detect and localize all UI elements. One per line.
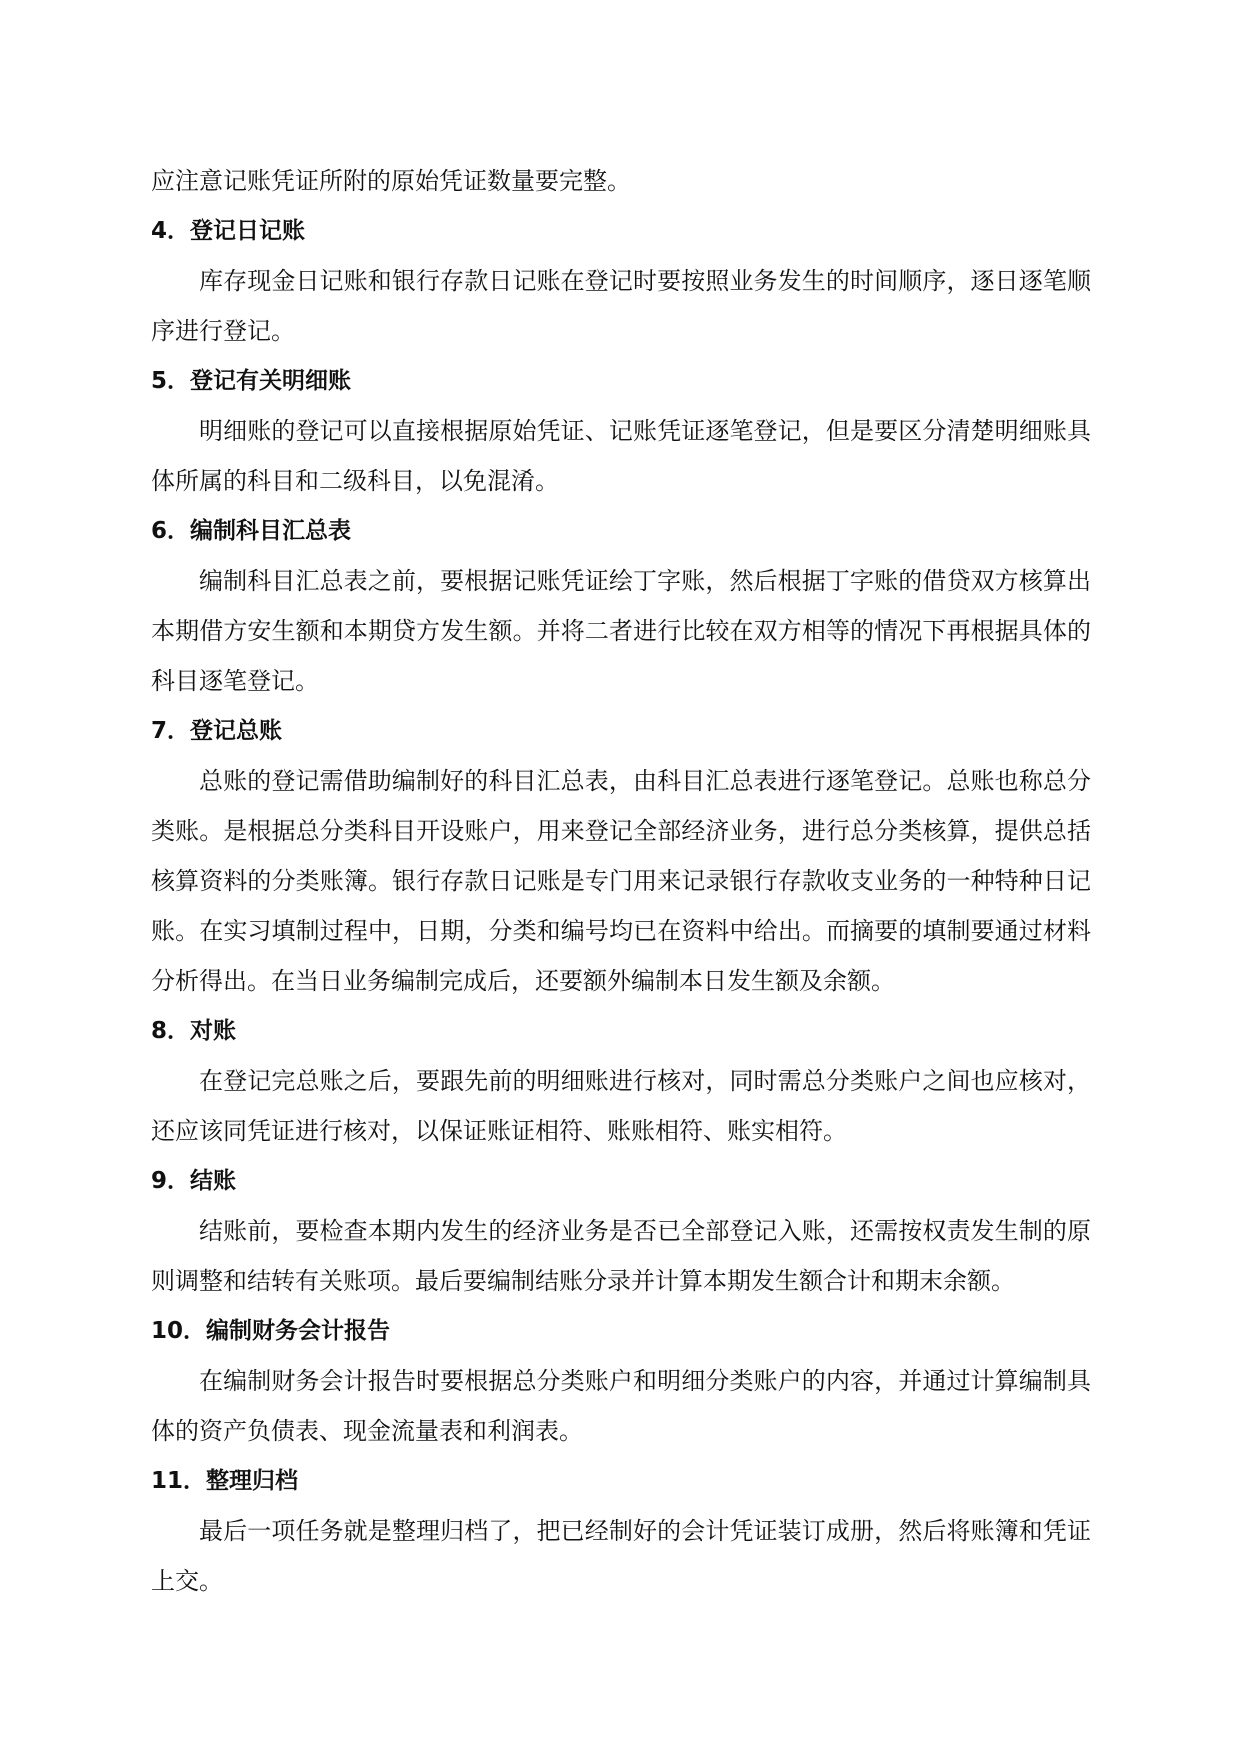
section-body-8: 在登记完总账之后，要跟先前的明细账进行核对，同时需总分类账户之间也应核对，还应该同凭证进行核对，以保证账证相符、账账相符、账实相符。 [151, 1067, 1091, 1145]
document-body [151, 156, 1091, 1606]
section-body-10: 在编制财务会计报告时要根据总分类账户和明细分类账户的内容，并通过计算编制具体的资产负债表、现金流量表和利润表。 [151, 1367, 1091, 1445]
section-body-7: 总账的登记需借助编制好的科目汇总表，由科目汇总表进行逐笔登记。总账也称总分类账。是根据总分类科目开设账户，用来登记全部经济业务，进行总分类核算，提供总括核算资料的分类账簿。银行存款日记账是专门用来记录银行存款收支业务的一种特种日记账。在实习填制过程中，日期，分类和编号均已在资料中给出。而摘要的填制要通过材料分析得出。在当日业务编制完成后，还要额外编制本日发生额及余额。 [151, 767, 1091, 995]
intro-continuation-paragraph: 应注意记账凭证所附的原始凭证数量要完整。 [151, 167, 631, 195]
section-body-5: 明细账的登记可以直接根据原始凭证、记账凭证逐笔登记，但是要区分清楚明细账具体所属的科目和二级科目，以免混淆。 [151, 417, 1091, 495]
section-heading-6: 6．编制科目汇总表 [151, 518, 352, 544]
section-body-6: 编制科目汇总表之前，要根据记账凭证绘丁字账，然后根据丁字账的借贷双方核算出本期借方安生额和本期贷方发生额。并将二者进行比较在双方相等的情况下再根据具体的科目逐笔登记。 [151, 567, 1091, 695]
section-body-4: 库存现金日记账和银行存款日记账在登记时要按照业务发生的时间顺序，逐日逐笔顺序进行登记。 [151, 267, 1091, 345]
section-heading-8: 8．对账 [151, 1018, 237, 1044]
section-heading-11: 11．整理归档 [151, 1468, 299, 1494]
section-heading-5: 5．登记有关明细账 [151, 368, 352, 394]
section-heading-4: 4．登记日记账 [151, 218, 306, 244]
section-body-9: 结账前，要检查本期内发生的经济业务是否已全部登记入账，还需按权责发生制的原则调整和结转有关账项。最后要编制结账分录并计算本期发生额合计和期末余额。 [151, 1217, 1091, 1295]
section-body-11: 最后一项任务就是整理归档了，把已经制好的会计凭证装订成册，然后将账簿和凭证上交。 [151, 1517, 1091, 1595]
section-heading-7: 7．登记总账 [151, 718, 283, 744]
section-heading-9: 9．结账 [151, 1168, 237, 1194]
section-heading-10: 10．编制财务会计报告 [151, 1318, 391, 1344]
